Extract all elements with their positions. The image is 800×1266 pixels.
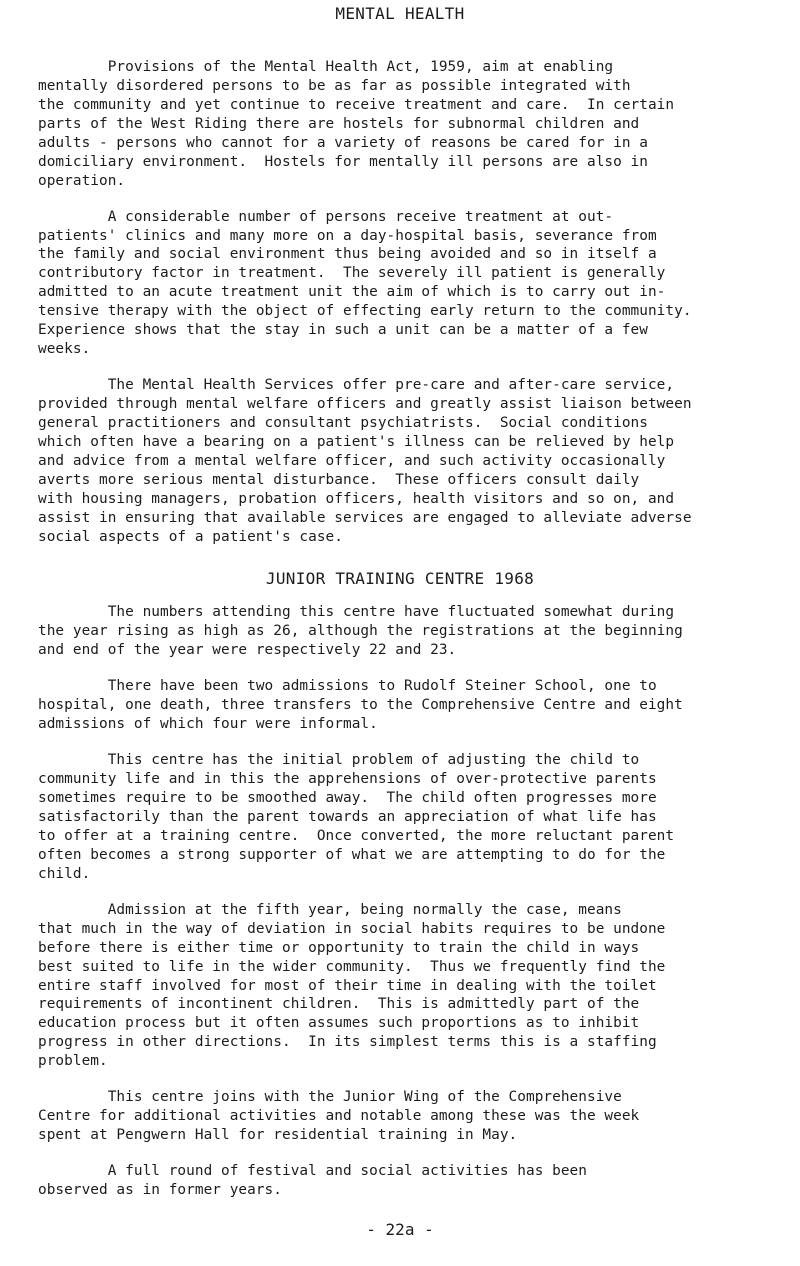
text-line: satisfactorily than the parent towards an appreciation of what life has xyxy=(38,808,657,825)
text-line: The numbers attending this centre have fluctuated somewhat during xyxy=(38,604,675,621)
paragraph-fifth-year xyxy=(38,901,778,1071)
text-line: spent at Pengwern Hall for residential training in May. xyxy=(38,1127,518,1144)
text-line: domiciliary environment. Hostels for mentally ill persons are also in xyxy=(38,153,648,170)
text-line: child. xyxy=(38,865,91,882)
page-title: MENTAL HEALTH xyxy=(335,4,465,23)
text-line: Admission at the fifth year, being normally the case, means xyxy=(38,901,622,918)
text-line: to offer at a training centre. Once converted, the more reluctant parent xyxy=(38,827,675,844)
text-line: observed as in former years. xyxy=(38,1182,282,1199)
text-line: before there is either time or opportunity to train the child in ways xyxy=(38,939,640,956)
text-line: weeks. xyxy=(38,341,91,358)
text-line: This centre joins with the Junior Wing of the Comprehensive xyxy=(38,1089,622,1106)
paragraph-services xyxy=(38,376,778,546)
text-line: which often have a bearing on a patient's illness can be relieved by help xyxy=(38,433,675,450)
text-line: averts more serious mental disturbance. These officers consult daily xyxy=(38,471,640,488)
text-line: that much in the way of deviation in social habits requires to be undone xyxy=(38,920,666,937)
section-heading: JUNIOR TRAINING CENTRE 1968 xyxy=(265,569,535,589)
text-line: problem. xyxy=(38,1053,108,1070)
text-line: operation. xyxy=(38,172,126,189)
text-line: There have been two admissions to Rudolf Steiner School, one to xyxy=(38,678,657,695)
text-line: patients' clinics and many more on a day-hospital basis, severance from xyxy=(38,227,657,244)
text-line: community life and in this the apprehensions of over-protective parents xyxy=(38,771,657,788)
text-line: A considerable number of persons receive treatment at out- xyxy=(38,208,614,225)
text-line: tensive therapy with the object of effecting early return to the community. xyxy=(38,303,692,320)
text-line: A full round of festival and social activities has been xyxy=(38,1163,587,1180)
text-line: mentally disordered persons to be as far as possible integrated with xyxy=(38,77,631,94)
paragraph-admissions xyxy=(38,677,778,734)
text-line: progress in other directions. In its simplest terms this is a staffing xyxy=(38,1034,657,1051)
paragraph-junior-wing xyxy=(38,1088,778,1145)
text-line: assist in ensuring that available services are engaged to alleviate adverse xyxy=(38,509,692,526)
text-line: Provisions of the Mental Health Act, 1959, aim at enabling xyxy=(38,59,614,75)
paragraph-attendance xyxy=(38,603,778,660)
text-line: best suited to life in the wider community. Thus we frequently find the xyxy=(38,958,666,975)
text-line: entire staff involved for most of their time in dealing with the toilet xyxy=(38,977,657,994)
text-line: social aspects of a patient's case. xyxy=(38,528,343,545)
text-line: the year rising as high as 26, although the registrations at the beginning xyxy=(38,623,683,640)
text-line: and end of the year were respectively 22 and 23. xyxy=(38,642,457,659)
paragraph-festival xyxy=(38,1162,778,1200)
text-line: Experience shows that the stay in such a unit can be a matter of a few xyxy=(38,322,648,339)
text-line: parts of the West Riding there are hostels for subnormal children and xyxy=(38,115,640,132)
text-line: contributory factor in treatment. The severely ill patient is generally xyxy=(38,265,666,282)
text-line: adults - persons who cannot for a variety of reasons be cared for in a xyxy=(38,134,648,151)
text-line: the family and social environment thus being avoided and so in itself a xyxy=(38,246,657,263)
paragraph-initial-problem xyxy=(38,751,778,884)
text-line: and advice from a mental welfare officer, and such activity occasionally xyxy=(38,452,666,469)
text-line: sometimes require to be smoothed away. The child often progresses more xyxy=(38,790,657,807)
text-line: admissions of which four were informal. xyxy=(38,716,378,733)
text-line: education process but it often assumes such proportions as to inhibit xyxy=(38,1015,640,1032)
text-line: admitted to an acute treatment unit the aim of which is to carry out in- xyxy=(38,284,666,301)
text-line: The Mental Health Services offer pre-care and after-care service, xyxy=(38,377,675,394)
text-line: Centre for additional activities and notable among these was the week xyxy=(38,1108,640,1125)
text-line: often becomes a strong supporter of what we are attempting to do for the xyxy=(38,846,666,863)
text-line: requirements of incontinent children. This is admittedly part of the xyxy=(38,996,640,1013)
text-line: the community and yet continue to receive treatment and care. In certain xyxy=(38,96,675,113)
text-line: hospital, one death, three transfers to the Comprehensive Centre and eight xyxy=(38,697,683,714)
text-line: with housing managers, probation officers, health visitors and so on, and xyxy=(38,490,675,507)
text-line: general practitioners and consultant psychiatrists. Social conditions xyxy=(38,415,648,432)
page-number: - 22a - xyxy=(366,1220,434,1239)
paragraph-treatment xyxy=(38,208,778,360)
paragraph-provisions xyxy=(38,58,778,191)
text-line: provided through mental welfare officers and greatly assist liaison between xyxy=(38,396,692,413)
text-line: This centre has the initial problem of adjusting the child to xyxy=(38,752,640,769)
